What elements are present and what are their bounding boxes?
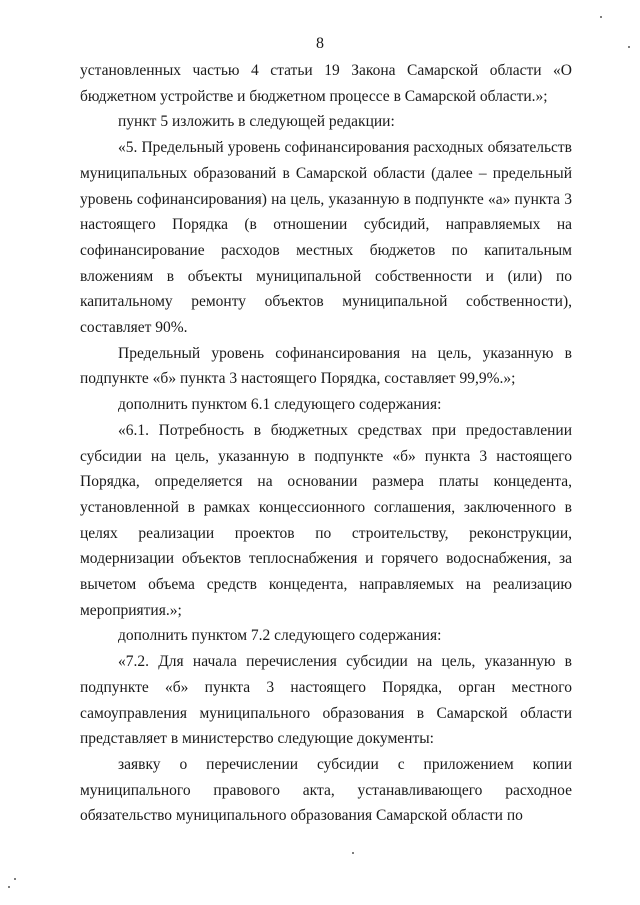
paragraph-continuation: установленных частью 4 статьи 19 Закона Самарской области «О бюджетном устройстве и бюджетном процессе в Самарской области.»; (80, 62, 572, 105)
scan-artifact (628, 46, 630, 48)
document-body (80, 58, 572, 829)
scan-artifact (600, 16, 602, 18)
page-number: 8 (316, 35, 324, 52)
paragraph-point-7-2-text: «7.2. Для начала перечисления субсидии на цель, указанную в подпункте «б» пункта 3 настоящего Порядка, орган местного самоуправления муниципального образования в Самарской области представляет в министерство следующие документы: (80, 653, 572, 748)
paragraph-add-point-7-2: дополнить пунктом 7.2 следующего содержания: (118, 627, 442, 645)
paragraph-add-point-6-1: дополнить пунктом 6.1 следующего содержания: (118, 396, 442, 414)
paragraph-point-6-1-text: «6.1. Потребность в бюджетных средствах при предоставлении субсидии на цель, указанную в подпункте «б» пункта 3 настоящего Порядка, определяется на основании размера платы концедента, установленной в рамках концессионного соглашения, заключенного в целях реализации проектов по строительству, реконструкции, модернизации объектов теплоснабжения и горячего водоснабжения, за вычетом объема средств концедента, направляемых на реализацию мероприятия.»; (80, 421, 572, 619)
paragraph-point-5-limit: Предельный уровень софинансирования на цель, указанную в подпункте «б» пункта 3 настоящего Порядка, составляет 99,9%.»; (80, 344, 572, 388)
paragraph-application-text: заявку о перечислении субсидии с приложением копии муниципального правового акта, устанавливающего расходное обязательство муниципального образования Самарской области по (80, 755, 572, 825)
scan-artifact (8, 886, 10, 888)
paragraph-amend-point-5: пункт 5 изложить в следующей редакции: (118, 113, 395, 131)
scan-artifact (352, 852, 354, 854)
paragraph-point-5-text: «5. Предельный уровень софинансирования расходных обязательств муниципальных образований в Самарской области (далее – предельный уровень софинансирования) на цель, указанную в подпункте «а» пункта 3 настоящего Порядка (в отношении субсидий, направляемых на софинансирование расходов местных бюджетов по капитальным вложениям в объекты муниципальной собственности и (или) по капитальному ремонту объектов муниципальной собственности), составляет 90%. (80, 139, 572, 337)
scan-artifact (14, 878, 16, 880)
